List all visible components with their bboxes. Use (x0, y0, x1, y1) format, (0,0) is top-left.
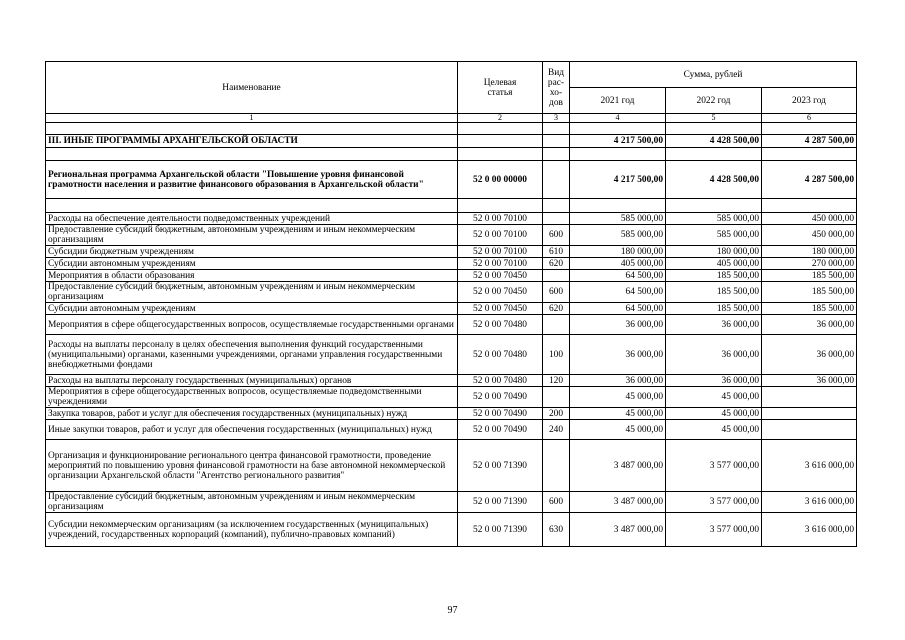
program-value-2022: 4 428 500,00 (666, 161, 762, 199)
table-row (46, 303, 857, 315)
row-value-2021: 36 000,00 (570, 315, 666, 335)
table-row (46, 440, 857, 492)
row-code: 52 0 00 70490 (458, 420, 543, 440)
row-kind: 240 (543, 420, 570, 440)
row-kind: 600 (543, 492, 570, 513)
spacer-row (46, 199, 857, 213)
row-name: Субсидии автономным учреждениям (46, 258, 458, 270)
row-name: Мероприятия в сфере общегосударственных вопросов, осуществляемые подведомственными учреждениями (46, 387, 458, 408)
row-kind: 200 (543, 408, 570, 420)
spacer-row (46, 123, 857, 135)
header-year-2022: 2022 год (666, 88, 762, 114)
row-value-2022: 45 000,00 (666, 420, 762, 440)
program-value-2021: 4 217 500,00 (570, 161, 666, 199)
section-value-2022: 4 428 500,00 (666, 135, 762, 148)
row-code: 52 0 00 70100 (458, 258, 543, 270)
table-row (46, 315, 857, 335)
row-value-2023: 36 000,00 (762, 375, 857, 387)
row-kind: 120 (543, 375, 570, 387)
col-number: 3 (543, 114, 570, 123)
row-value-2022: 185 500,00 (666, 303, 762, 315)
col-number: 5 (666, 114, 762, 123)
row-value-2021: 45 000,00 (570, 387, 666, 408)
row-kind: 100 (543, 335, 570, 375)
row-value-2021: 36 000,00 (570, 335, 666, 375)
row-kind (543, 270, 570, 282)
row-value-2023: 270 000,00 (762, 258, 857, 270)
row-value-2022: 185 500,00 (666, 282, 762, 303)
row-value-2022: 45 000,00 (666, 408, 762, 420)
header-year-2021: 2021 год (570, 88, 666, 114)
table-row (46, 213, 857, 225)
header-target-line2: статья (487, 87, 513, 98)
row-value-2022: 585 000,00 (666, 225, 762, 246)
row-code: 52 0 00 70100 (458, 246, 543, 258)
row-value-2022: 3 577 000,00 (666, 440, 762, 492)
row-value-2023: 3 616 000,00 (762, 492, 857, 513)
row-value-2022: 3 577 000,00 (666, 492, 762, 513)
table-row (46, 375, 857, 387)
row-code: 52 0 00 70450 (458, 303, 543, 315)
row-value-2021: 64 500,00 (570, 270, 666, 282)
row-value-2021: 585 000,00 (570, 225, 666, 246)
row-kind: 610 (543, 246, 570, 258)
col-number: 4 (570, 114, 666, 123)
table-row (46, 282, 857, 303)
row-name: Закупка товаров, работ и услуг для обеспечения государственных (муниципальных) нужд (46, 408, 458, 420)
budget-table (45, 61, 857, 547)
row-value-2021: 585 000,00 (570, 213, 666, 225)
row-kind: 620 (543, 258, 570, 270)
row-name: Предоставление субсидий бюджетным, автономным учреждениям и иным некоммерческим организациям (46, 225, 458, 246)
row-value-2023: 450 000,00 (762, 213, 857, 225)
row-code: 52 0 00 70100 (458, 225, 543, 246)
row-value-2022: 405 000,00 (666, 258, 762, 270)
row-code: 52 0 00 70100 (458, 213, 543, 225)
page-number: 97 (447, 605, 458, 616)
section-value-2021: 4 217 500,00 (570, 135, 666, 148)
row-kind: 600 (543, 282, 570, 303)
row-name: Предоставление субсидий бюджетным, автономным учреждениям и иным некоммерческим организациям (46, 282, 458, 303)
table-row (46, 513, 857, 547)
spacer-row (46, 148, 857, 161)
program-title: Региональная программа Архангельской области "Повышение уровня финансовой грамотности населения и развитие финансового образования в Архангельской области" (46, 161, 458, 199)
row-value-2021: 3 487 000,00 (570, 513, 666, 547)
row-value-2022: 36 000,00 (666, 335, 762, 375)
row-code: 52 0 00 70450 (458, 282, 543, 303)
row-value-2022: 45 000,00 (666, 387, 762, 408)
row-value-2021: 3 487 000,00 (570, 492, 666, 513)
row-name: Иные закупки товаров, работ и услуг для обеспечения государственных (муниципальных) нужд (46, 420, 458, 440)
header-target (458, 62, 543, 114)
row-value-2023 (762, 420, 857, 440)
row-value-2021: 45 000,00 (570, 408, 666, 420)
col-number: 1 (46, 114, 458, 123)
col-number: 6 (762, 114, 857, 123)
row-value-2021: 64 500,00 (570, 303, 666, 315)
row-name: Субсидии некоммерческим организациям (за исключением государственных (муниципальных) учреждений, государственных корпораций (компаний), публично-правовых компаний) (46, 513, 458, 547)
row-code: 52 0 00 70480 (458, 315, 543, 335)
table-row (46, 420, 857, 440)
row-name: Субсидии бюджетным учреждениям (46, 246, 458, 258)
header-name: Наименование (46, 62, 458, 114)
row-value-2023 (762, 408, 857, 420)
row-kind: 600 (543, 225, 570, 246)
row-name: Субсидии автономным учреждениям (46, 303, 458, 315)
table-row (46, 335, 857, 375)
row-value-2021: 64 500,00 (570, 282, 666, 303)
row-kind (543, 315, 570, 335)
row-value-2021: 180 000,00 (570, 246, 666, 258)
row-value-2022: 585 000,00 (666, 213, 762, 225)
table-row (46, 258, 857, 270)
data-rows (46, 213, 857, 547)
row-name: Организация и функционирование регионального центра финансовой грамотности, проведение мероприятий по повышению уровня финансовой грамотности на базе автономной некоммерческой организации Архангельской области "Агентство регионального развития" (46, 440, 458, 492)
column-number-row (46, 114, 857, 123)
table-row (46, 270, 857, 282)
header-type-line3: хо- (549, 87, 563, 98)
row-name: Предоставление субсидий бюджетным, автономным учреждениям и иным некоммерческим организациям (46, 492, 458, 513)
section-title: III. ИНЫЕ ПРОГРАММЫ АРХАНГЕЛЬСКОЙ ОБЛАСТИ (46, 135, 458, 148)
row-code: 52 0 00 70480 (458, 375, 543, 387)
row-value-2023: 185 500,00 (762, 270, 857, 282)
header-type-line4: дов (549, 97, 563, 108)
row-value-2023 (762, 387, 857, 408)
header-type (543, 62, 570, 114)
program-code: 52 0 00 00000 (458, 161, 543, 199)
table-row (46, 408, 857, 420)
row-name: Мероприятия в сфере общегосударственных вопросов, осуществляемые государственными органами (46, 315, 458, 335)
row-code: 52 0 00 70490 (458, 387, 543, 408)
row-name: Мероприятия в области образования (46, 270, 458, 282)
row-name: Расходы на обеспечение деятельности подведомственных учреждений (46, 213, 458, 225)
table-row (46, 492, 857, 513)
row-code: 52 0 00 70480 (458, 335, 543, 375)
program-row (46, 161, 857, 199)
row-value-2023: 185 500,00 (762, 282, 857, 303)
row-value-2023: 36 000,00 (762, 315, 857, 335)
row-code: 52 0 00 71390 (458, 513, 543, 547)
col-number: 2 (458, 114, 543, 123)
row-value-2021: 36 000,00 (570, 375, 666, 387)
table-row (46, 225, 857, 246)
row-code: 52 0 00 71390 (458, 440, 543, 492)
row-kind (543, 213, 570, 225)
row-value-2022: 36 000,00 (666, 315, 762, 335)
row-code: 52 0 00 70490 (458, 408, 543, 420)
row-value-2023: 36 000,00 (762, 335, 857, 375)
section-value-2023: 4 287 500,00 (762, 135, 857, 148)
row-kind: 630 (543, 513, 570, 547)
row-value-2022: 36 000,00 (666, 375, 762, 387)
row-value-2023: 180 000,00 (762, 246, 857, 258)
table-row (46, 246, 857, 258)
row-value-2021: 3 487 000,00 (570, 440, 666, 492)
row-value-2023: 3 616 000,00 (762, 440, 857, 492)
header-sum: Сумма, рублей (570, 62, 857, 88)
row-value-2023: 450 000,00 (762, 225, 857, 246)
header-type-line2: рас- (547, 77, 565, 88)
row-value-2022: 3 577 000,00 (666, 513, 762, 547)
program-value-2023: 4 287 500,00 (762, 161, 857, 199)
row-value-2023: 3 616 000,00 (762, 513, 857, 547)
row-kind (543, 387, 570, 408)
section-row (46, 135, 857, 148)
row-value-2021: 45 000,00 (570, 420, 666, 440)
row-code: 52 0 00 71390 (458, 492, 543, 513)
row-kind: 620 (543, 303, 570, 315)
row-value-2022: 180 000,00 (666, 246, 762, 258)
row-code: 52 0 00 70450 (458, 270, 543, 282)
header-year-2023: 2023 год (762, 88, 857, 114)
header-target-line1: Целевая (483, 77, 517, 88)
row-kind (543, 440, 570, 492)
header-row (46, 62, 857, 88)
row-value-2023: 185 500,00 (762, 303, 857, 315)
row-name: Расходы на выплаты персоналу в целях обеспечения выполнения функций государственными (муниципальными) органами, казенными учреждениями, органами управления государственными внебюджетными фондами (46, 335, 458, 375)
row-value-2022: 185 500,00 (666, 270, 762, 282)
header-type-line1: Вид (547, 67, 565, 78)
table-row (46, 387, 857, 408)
row-name: Расходы на выплаты персоналу государственных (муниципальных) органов (46, 375, 458, 387)
row-value-2021: 405 000,00 (570, 258, 666, 270)
